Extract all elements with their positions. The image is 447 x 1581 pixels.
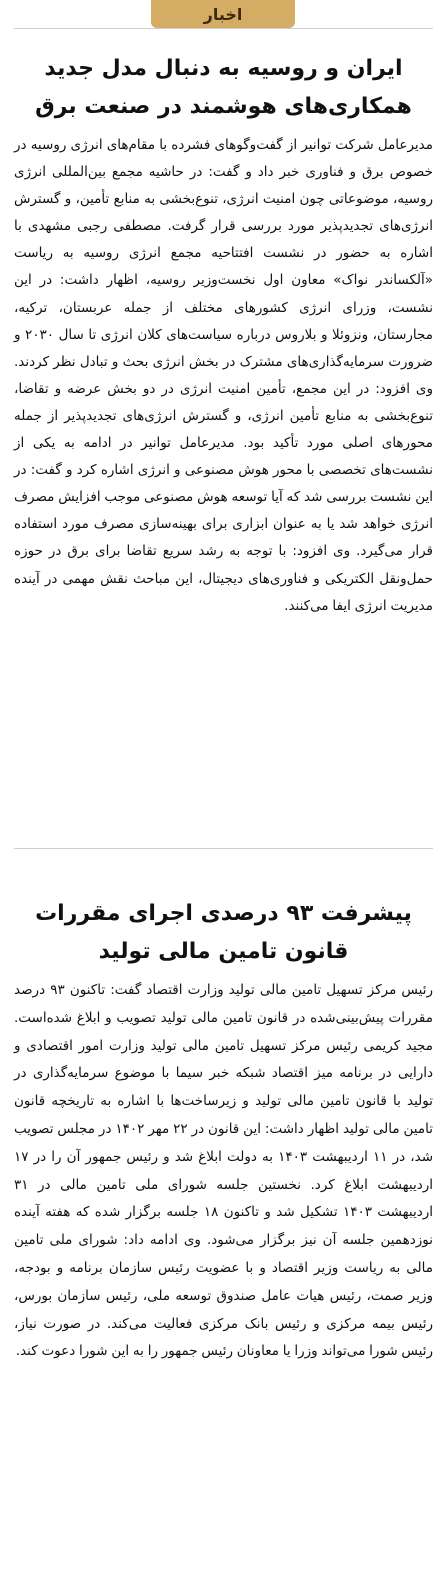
article-production-finance xyxy=(14,895,433,1366)
article-headline: ایران و روسیه به دنبال مدل جدید همکاری‌های هوشمند در صنعت برق xyxy=(35,56,412,119)
article-body: رئیس مرکز تسهیل تامین مالی تولید وزارت اقتصاد گفت: تاکنون ۹۳ درصد مقررات پیش‌بینی‌شده در قانون تامین مالی تولید تصویب و ابلاغ شده‌است. مجید کریمی رئیس مرکز تسهیل تامین مالی تولید وزارت امور اقتصادی و دارایی در برنامه میز اقتصاد شبکه خبر سیما با موضوع سرمایه‌گذاری در تولید با قانون تامین مالی تولید و زیرساخت‌ها با اشاره به تاریخچه قانون تامین مالی تولید اظهار داشت: این قانون در ۲۲ مهر ۱۴۰۲ در مجلس تصویب شد، در ۱۱ اردیبهشت ۱۴۰۳ به دولت ابلاغ شد و رئیس جمهور آن را در ۱۷ اردیبهشت ابلاغ کرد. نخستین جلسه شورای ملی تامین مالی در ۳۱ اردیبهشت ۱۴۰۳ تشکیل شد و تاکنون ۱۸ جلسه برگزار شده که هفته آینده نوزدهمین جلسه آن نیز برگزار می‌شود. وی ادامه داد: شورای ملی تامین مالی به ریاست وزیر اقتصاد و با عضویت رئیس سازمان برنامه و بودجه، وزیر صمت، رئیس هیات عامل صندوق توسعه ملی، رئیس سازمان بورس، رئیس بیمه مرکزی و رئیس بانک مرکزی فعالیت می‌کند. در صورت نیاز، رئیس شورا می‌تواند وزرا یا معاونان رئیس جمهور را به این شورا دعوت کند. xyxy=(14,982,434,1360)
article-divider xyxy=(14,848,433,849)
article-headline: پیشرفت ۹۳ درصدی اجرای مقررات قانون تامین مالی تولید xyxy=(35,901,412,964)
article-body: مدیرعامل شرکت توانیر از گفت‌وگوهای فشرده با مقام‌های انرژی روسیه در خصوص برق و فناوری خبر داد و گفت: در حاشیه مجمع بین‌المللی انرژی روسیه، موضوعاتی چون امنیت انرژی، تنوع‌بخشی به منابع تأمین، و گسترش انرژی‌های تجدیدپذیر مورد بررسی قرار گرفت. مصطفی رجبی مشهدی با اشاره به حضور در نشست افتتاحیه مجمع انرژی روسیه به ریاست «آلکساندر نواک» معاون اول نخست‌وزیر روسیه، اظهار داشت: در این نشست، وزرای انرژی کشورهای مختلف از جمله عربستان، ترکیه، مجارستان، ونزوئلا و بلاروس درباره سیاست‌های کلان انرژی تا سال ۲۰۳۰ و ضرورت سرمایه‌گذاری‌های مشترک در بخش انرژی بحث و تبادل نظر کردند. وی افزود: در این مجمع، تأمین امنیت انرژی در دو بخش عرضه و تقاضا، تنوع‌بخشی به منابع تأمین انرژی، و گسترش انرژی‌های تجدیدپذیر از جمله محورهای اصلی مورد تأکید بود. مدیرعامل توانیر در ادامه به یکی از نشست‌های تخصصی با محور هوش مصنوعی و انرژی اشاره کرد و گفت: در این نشست بررسی شد که آیا توسعه هوش مصنوعی موجب افزایش مصرف انرژی خواهد شد یا به عنوان ابزاری برای بهینه‌سازی مصرف مورد استفاده قرار می‌گیرد. وی افزود: با توجه به رشد سریع تقاضا برای برق در حوزه حمل‌ونقل الکتریکی و فناوری‌های دیجیتال، این مباحث نقش مهمی در آینده مدیریت انرژی ایفا می‌کنند. xyxy=(14,137,433,614)
article-iran-russia xyxy=(14,50,433,620)
top-divider xyxy=(14,28,433,29)
section-tag: اخبار xyxy=(151,0,295,28)
